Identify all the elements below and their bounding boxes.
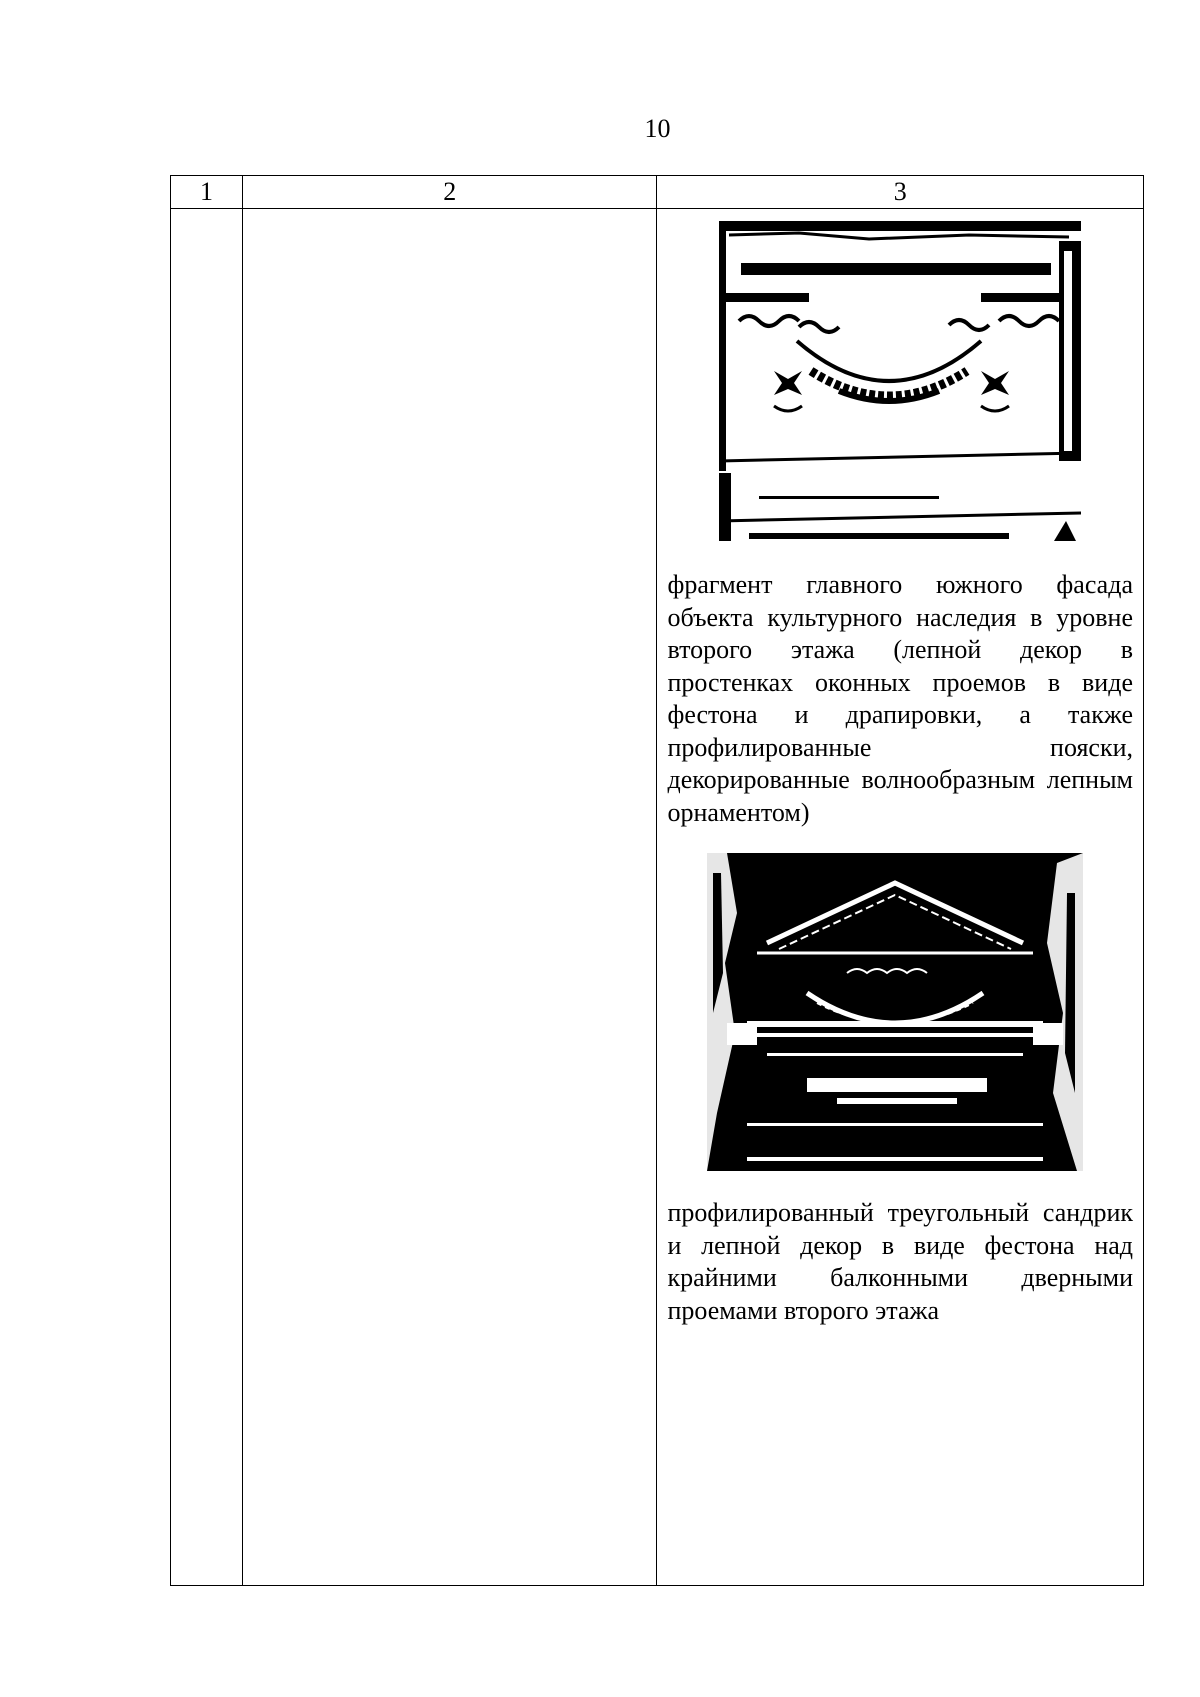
facade-fragment-photo xyxy=(719,221,1081,541)
cell-col-2 xyxy=(243,209,657,1586)
table-row xyxy=(171,209,1144,1586)
sandrik-photo xyxy=(707,853,1083,1171)
photo-caption: фрагмент главного южного фасада объекта культурного наследия в уровне второго этажа (лепной декор в простенках оконных проемов в виде фестона и драпировки, а также профилированные пояски, декорированные волнообразным лепным орнаментом) xyxy=(667,570,1133,827)
header-col-1: 1 xyxy=(171,176,243,209)
photo-caption: профилированный треугольный сандрик и лепной декор в виде фестона над крайними балконными дверными проемами второго этажа xyxy=(667,1198,1133,1325)
document-table xyxy=(170,175,1144,1586)
header-col-2: 2 xyxy=(243,176,657,209)
cell-col-1 xyxy=(171,209,243,1586)
header-col-3: 3 xyxy=(657,176,1144,209)
cell-col-3 xyxy=(657,209,1144,1586)
page-number: 10 xyxy=(644,114,671,143)
header-row xyxy=(171,176,1144,209)
